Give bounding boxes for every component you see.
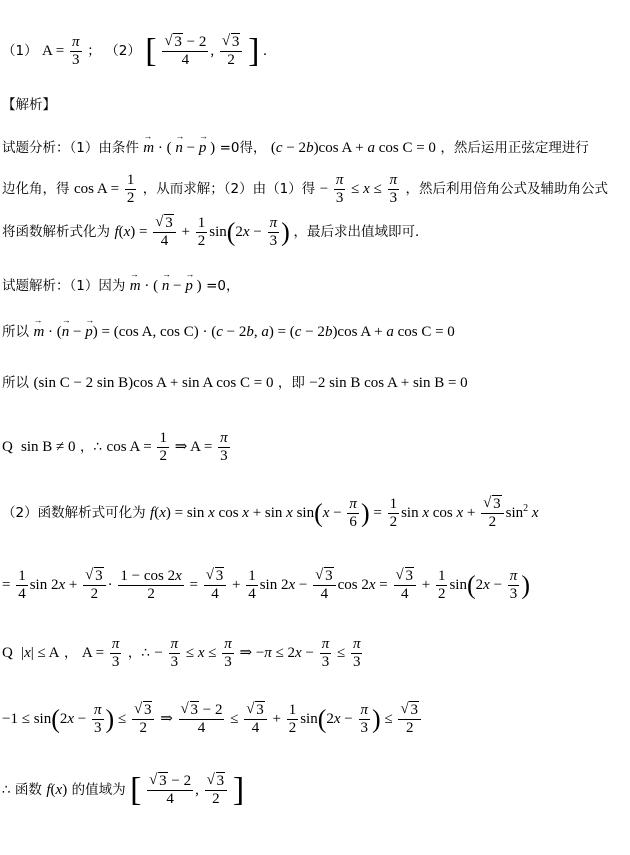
solution-intro: 试题解析：（1）因为 m → · ( n → − p → ) =0， bbox=[2, 276, 239, 296]
answer-part2-formula: [ √ $\frac{3 - 2}{4}$ , √ $\frac{3}{2}$ ] . bbox=[145, 43, 267, 59]
analysis-line-1: 试题分析：（1）由条件 m → · ( n → − p → ) =0得， (c − 2b)cos A + a cos C = 0 ，然后运用正弦定理进行 bbox=[2, 138, 589, 158]
answer-part2-label: （2） bbox=[105, 42, 141, 59]
solution-part2-line-2: = $\frac{1}{4}$ sin 2x + √ $\frac{3}{2}$ · $\frac{1 - \cos 2x}{2}$ = √ $\frac{3}{4}$ + $\frac{1}{4}$ sin 2x − √ $\frac{3}{4}$ cos 2x = √ $\frac{3}{4}$ + $\frac{1}{2}$ sin(2x − $\frac{\pi}{3}$ ) bbox=[2, 568, 530, 603]
solution-part2-line-1: （2）函数解析式可化为 f(x) = sin x cos x + sin x sin(x − $\frac{\pi}{6}$ ) = $\frac{1}{2}$ sin x cos x + √ $\frac{3}{2}$ $\sin^2 x$ bbox=[2, 496, 539, 531]
solution-since-2: Q |x| ≤ A ， A = $\frac{\pi}{3}$ ，∴ − $\frac{\pi}{3}$ ≤ x ≤ $\frac{\pi}{3}$ ⇒ −π ≤ 2x − $\frac{\pi}{3}$ ≤ $\frac{\pi}{3}$ bbox=[2, 636, 361, 670]
answer-part1-formula: A = $\frac{\pi}{3}$ bbox=[42, 34, 80, 68]
analysis-line-2: 边化角，得 cos A = $\frac{1}{2}$ ，从而求解；（2）由（1）得 − $\frac{\pi}{3}$ ≤ x ≤ $\frac{\pi}{3}$ ，然后利用倍角公式及辅助角公式 bbox=[2, 172, 609, 206]
solution-so-1: 所以 m → · (n → − p →) = (cos A, cos C) · (c − 2b, a) = (c − 2b)cos A + a cos C = 0 bbox=[2, 322, 455, 342]
analysis-line-3: 将函数解析式化为 f(x) = √ $\frac{3}{4}$ + $\frac{1}{2}$ sin(2x − $\frac{\pi}{3}$ ) ，最后求出值域即可． bbox=[2, 215, 429, 250]
solution-range: −1 ≤ sin(2x − $\frac{\pi}{3}$ ) ≤ √ $\frac{3}{2}$ ⇒ √ $\frac{3 - 2}{4}$ ≤ √ $\frac{3}{4}$ + $\frac{1}{2}$ sin(2x − $\frac{\pi}{3}$ ) ≤ √ $\frac{3}{2}$ bbox=[2, 702, 423, 737]
answer-separator: ； bbox=[87, 42, 101, 59]
answer-part1-label: （1） bbox=[2, 42, 38, 59]
answer-line bbox=[2, 34, 267, 69]
solution-so-2: 所以 (sin C − 2 sin B)cos A + sin A cos C = 0 ，即 −2 sin B cos A + sin B = 0 bbox=[2, 375, 468, 391]
solution-final: ∴ 函数 f(x) 的值域为 [ √ $\frac{3 - 2}{4}$ , √ $\frac{3}{2}$ ] bbox=[2, 773, 244, 808]
analysis-heading: 【解析】 bbox=[2, 97, 56, 113]
solution-since-1: Q sin B ≠ 0 ，∴ cos A = $\frac{1}{2}$ ⇒ A = $\frac{\pi}{3}$ bbox=[2, 430, 228, 464]
